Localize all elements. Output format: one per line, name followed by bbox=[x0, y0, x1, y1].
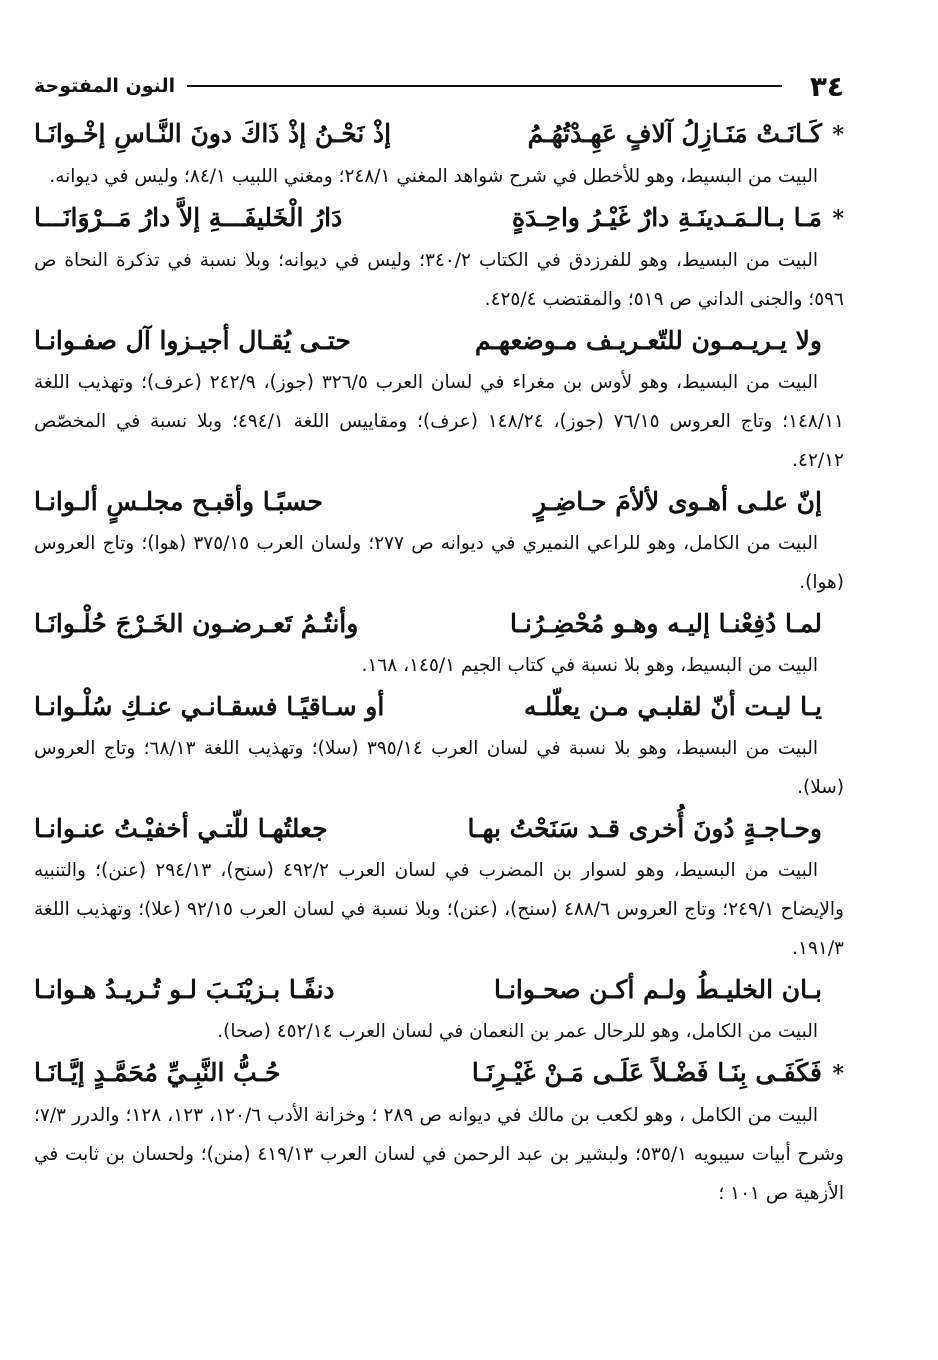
star-marker: * bbox=[832, 122, 844, 148]
first-hemistich: إنّ علـى أهـوى لألأمَ حـاضِـرٍ bbox=[533, 487, 822, 516]
first-hemistich: كَـانَـتْ مَنَـازِلُ آلافٍ عَهِـدْتُهُـمُ bbox=[527, 119, 822, 148]
star-marker: * bbox=[832, 1061, 844, 1087]
first-hemistich: بـان الخليـطُ ولـم أكـن صحـوانـا bbox=[494, 975, 822, 1004]
verse-entry bbox=[34, 196, 844, 319]
second-hemistich: حسبًـا وأقبـح مجلـسٍ ألـوانـا bbox=[34, 487, 323, 516]
second-hemistich: إذْ نَحْـنُ إذْ ذَاكَ دونَ النَّـاسِ إخْـوانَـا bbox=[34, 119, 392, 148]
second-hemistich: جعلتُهـا للّتـي أخفيْـتُ عنـوانـا bbox=[34, 814, 328, 843]
source-note: البيت من البسيط، وهو لأوس بن مغراء في لسان العرب ٣٢٦/٥ (جوز)، ٢٤٢/٩ (عرف)؛ وتهذيب اللغة ١٤٨/١١؛ وتاج العروس ٧٦/١٥ (جوز)، ١٤٨/٢٤ (عرف)؛ ومقاييس اللغة ٤٩٤/١؛ وبلا نسبة في المخصّص ٤٢/١٢. bbox=[34, 372, 844, 471]
verse-line bbox=[34, 807, 844, 851]
book-page bbox=[34, 66, 844, 1213]
second-hemistich: دنفًـا بـزيْنَـبَ لـو تُـريـدُ هـوانـا bbox=[34, 975, 335, 1004]
source-note: البيت من البسيط، وهو بلا نسبة في كتاب الجيم ١٤٥/١، ١٦٨. bbox=[361, 655, 818, 676]
page-number: ٣٤ bbox=[809, 69, 844, 103]
first-hemistich: مَـا بـالـمَـدينَـةِ دارٌ غَيْـرُ واحِـدَةٍ bbox=[511, 203, 822, 232]
verse-line bbox=[34, 480, 844, 524]
second-hemistich: حُـبُّ النَّبِـيِّ مُحَمَّـدٍ إيَّـانَـا bbox=[34, 1058, 281, 1087]
second-hemistich: وأنتُـمُ تَعـرضـون الخَـرْجَ حُلْـوانَـا bbox=[34, 609, 359, 638]
verse-entry bbox=[34, 480, 844, 602]
verse-line bbox=[34, 685, 844, 729]
first-hemistich: فَكَفَـى بِنَـا فَضْـلاً عَلَـى مَـنْ غَيْـرِنَـا bbox=[471, 1058, 822, 1087]
header-rule bbox=[187, 85, 782, 87]
second-hemistich: أو سـاقيًـا فسقـانـي عنـكِ سُلْـوانـا bbox=[34, 692, 385, 721]
source-note: البيت من البسيط، وهو بلا نسبة في لسان العرب ٣٩٥/١٤ (سلا)؛ وتهذيب اللغة ٦٨/١٣؛ وتاج العروس (سلا). bbox=[34, 738, 844, 798]
first-hemistich: لمـا دُفِعْنـا إليـه وهـو مُحْضِـرُنـا bbox=[509, 609, 822, 638]
verse-line bbox=[34, 602, 844, 646]
verse-line bbox=[34, 319, 844, 363]
source-note: البيت من البسيط، وهو للأخطل في شرح شواهد المغني ٢٤٨/١؛ ومغني اللبيب ٨٤/١؛ وليس في ديوانه. bbox=[49, 166, 818, 187]
verse-entry bbox=[34, 685, 844, 807]
source-note: البيت من البسيط، وهو لسوار بن المضرب في لسان العرب ٤٩٢/٢ (سنح)، ٢٩٤/١٣ (عنن)؛ والتنبيه والإيضاح ٢٤٩/١؛ وتاج العروس ٤٨٨/٦ (سنح)، (عنن)؛ وبلا نسبة في لسان العرب ٩٢/١٥ (علا)؛ وتهذيب اللغة ١٩١/٣. bbox=[34, 860, 844, 959]
verse-entries bbox=[34, 112, 844, 1213]
verse-entry bbox=[34, 807, 844, 968]
verse-entry bbox=[34, 602, 844, 685]
source-note: البيت من البسيط، وهو للفرزدق في الكتاب ٣٤٠/٢؛ وليس في ديوانه؛ وبلا نسبة في تذكرة النحاة ص ٥٩٦؛ والجنى الداني ص ٥١٩؛ والمقتضب ٤٢٥/٤. bbox=[34, 250, 844, 310]
running-title: النون المفتوحة bbox=[34, 75, 176, 97]
source-note: البيت من الكامل، وهو للرحال عمر بن النعمان في لسان العرب ٤٥٢/١٤ (صحا). bbox=[217, 1021, 818, 1042]
verse-entry bbox=[34, 319, 844, 480]
verse-entry bbox=[34, 968, 844, 1051]
source-note: البيت من الكامل، وهو للراعي النميري في ديوانه ص ٢٧٧؛ ولسان العرب ٣٧٥/١٥ (هوا)؛ وتاج العروس (هوا). bbox=[34, 533, 844, 593]
first-hemistich: ولا يـريـمـون للتّعـريـف مـوضعهـم bbox=[474, 326, 822, 355]
verse-line bbox=[34, 112, 844, 157]
star-marker: * bbox=[832, 206, 844, 232]
verse-entry bbox=[34, 1051, 844, 1213]
verse-entry bbox=[34, 112, 844, 196]
first-hemistich: يـا ليـت أنّ لقلبـي مـن يعلّلـه bbox=[523, 692, 822, 721]
source-note: البيت من الكامل ، وهو لكعب بن مالك في ديوانه ص ٢٨٩ ؛ وخزانة الأدب ١٢٠/٦، ١٢٣، ١٢٨؛ والدرر ٧/٣؛ وشرح أبيات سيبويه ٥٣٥/١؛ ولبشير بن عبد الرحمن في لسان العرب ٤١٩/١٣ (منن)؛ ولحسان بن ثابت في الأزهية ص ١٠١ ؛ bbox=[34, 1105, 844, 1204]
first-hemistich: وحـاجـةٍ دُونَ أُخرى قـد سَنَحْتُ بهـا bbox=[467, 814, 822, 843]
verse-line bbox=[34, 968, 844, 1012]
second-hemistich: حتـى يُقـال أجيـزوا آل صفـوانـا bbox=[34, 326, 351, 355]
second-hemistich: دَارُ الْخَليفَـــةِ إلاَّ دارُ مَــرْوَانَـــا bbox=[34, 203, 343, 232]
verse-line bbox=[34, 196, 844, 241]
verse-line bbox=[34, 1051, 844, 1096]
page-header bbox=[34, 66, 844, 106]
